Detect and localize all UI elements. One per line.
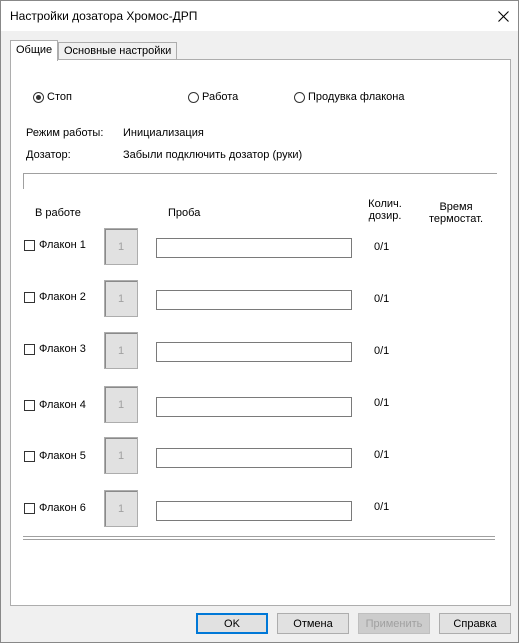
tab-main-settings-label: Основные настройки: [64, 45, 172, 57]
separator-top: [23, 173, 497, 175]
vial-1-label: Флакон 1: [39, 239, 86, 251]
vial-4-count: 0/1: [374, 397, 390, 409]
vial-2-label: Флакон 2: [39, 291, 86, 303]
vial-2-checkbox-box: [24, 292, 35, 303]
tab-panel-general: [10, 59, 511, 606]
vial-6-checkbox[interactable]: [24, 502, 86, 514]
vial-6-count: 0/1: [374, 501, 390, 513]
close-icon: [498, 11, 509, 22]
apply-button[interactable]: [358, 613, 430, 634]
vial-2-sample-input[interactable]: [156, 290, 352, 310]
vial-2-position-spin[interactable]: [104, 280, 138, 317]
radio-purge-label: Продувка флакона: [308, 91, 405, 103]
help-button-label: Справка: [453, 617, 497, 630]
radio-purge[interactable]: [294, 91, 404, 103]
separator-left-tick: [23, 173, 24, 189]
title-bar: [1, 1, 518, 31]
vial-5-count: 0/1: [374, 449, 390, 461]
vial-6-position-spin[interactable]: [104, 490, 138, 527]
vial-6-checkbox-box: [24, 503, 35, 514]
header-count-line1: Колич.: [368, 198, 402, 210]
vial-4-checkbox[interactable]: [24, 399, 86, 411]
ok-button-label: OK: [224, 617, 240, 630]
vial-4-position-spin[interactable]: [104, 386, 138, 423]
vial-1-sample-input[interactable]: [156, 238, 352, 258]
header-in-work: В работе: [35, 207, 81, 219]
header-sample: Проба: [168, 207, 201, 219]
vial-3-label: Флакон 3: [39, 343, 86, 355]
header-time-line1: Время: [439, 201, 473, 213]
radio-work-label: Работа: [202, 91, 239, 103]
vial-3-count: 0/1: [374, 345, 390, 357]
vial-3-position-spin[interactable]: [104, 332, 138, 369]
separator-bottom: [23, 536, 495, 538]
vial-1-position-value: 1: [117, 240, 125, 253]
radio-purge-circle: [294, 92, 305, 103]
vial-6-label: Флакон 6: [39, 502, 86, 514]
vial-5-label: Флакон 5: [39, 450, 86, 462]
vial-2-checkbox[interactable]: [24, 291, 86, 303]
vial-3-sample-input[interactable]: [156, 342, 352, 362]
cancel-button[interactable]: [277, 613, 349, 634]
header-time-line2: термостат.: [429, 213, 483, 225]
vial-6-position-value: 1: [117, 502, 125, 515]
apply-button-label: Применить: [365, 617, 423, 630]
header-count-line2: дозир.: [368, 210, 402, 222]
help-button[interactable]: [439, 613, 511, 634]
window-title: Настройки дозатора Хромос-ДРП: [10, 9, 198, 23]
radio-stop[interactable]: [33, 91, 72, 103]
separator-bottom-2: [23, 539, 495, 541]
ok-button[interactable]: [196, 613, 268, 634]
vial-4-sample-input[interactable]: [156, 397, 352, 417]
vial-1-count: 0/1: [374, 241, 390, 253]
mode-label: Режим работы:: [26, 127, 104, 139]
radio-stop-label: Стоп: [47, 91, 72, 103]
radio-work[interactable]: [188, 91, 238, 103]
header-count: [363, 198, 407, 222]
dozer-value: Забыли подключить дозатор (руки): [123, 149, 303, 161]
tab-general-label: Общие: [16, 44, 53, 56]
cancel-button-label: Отмена: [293, 617, 333, 630]
vial-4-checkbox-box: [24, 400, 35, 411]
vial-1-position-spin[interactable]: [104, 228, 138, 265]
vial-4-label: Флакон 4: [39, 399, 86, 411]
header-time: [421, 201, 491, 225]
dozer-label: Дозатор:: [26, 149, 71, 161]
vial-2-position-value: 1: [117, 292, 125, 305]
vial-3-checkbox-box: [24, 344, 35, 355]
vial-6-sample-input[interactable]: [156, 501, 352, 521]
vial-5-checkbox-box: [24, 451, 35, 462]
tab-general[interactable]: [10, 40, 58, 61]
vial-2-count: 0/1: [374, 293, 390, 305]
vial-5-position-value: 1: [117, 449, 125, 462]
vial-5-sample-input[interactable]: [156, 448, 352, 468]
mode-value: Инициализация: [123, 127, 204, 139]
vial-1-checkbox-box: [24, 240, 35, 251]
radio-work-circle: [188, 92, 199, 103]
tab-main-settings[interactable]: [58, 42, 177, 60]
close-button[interactable]: [488, 1, 518, 31]
vial-4-position-value: 1: [117, 398, 125, 411]
radio-stop-circle: [33, 92, 44, 103]
vial-3-checkbox[interactable]: [24, 343, 86, 355]
vial-1-checkbox[interactable]: [24, 239, 86, 251]
vial-5-position-spin[interactable]: [104, 437, 138, 474]
vial-5-checkbox[interactable]: [24, 450, 86, 462]
vial-3-position-value: 1: [117, 344, 125, 357]
